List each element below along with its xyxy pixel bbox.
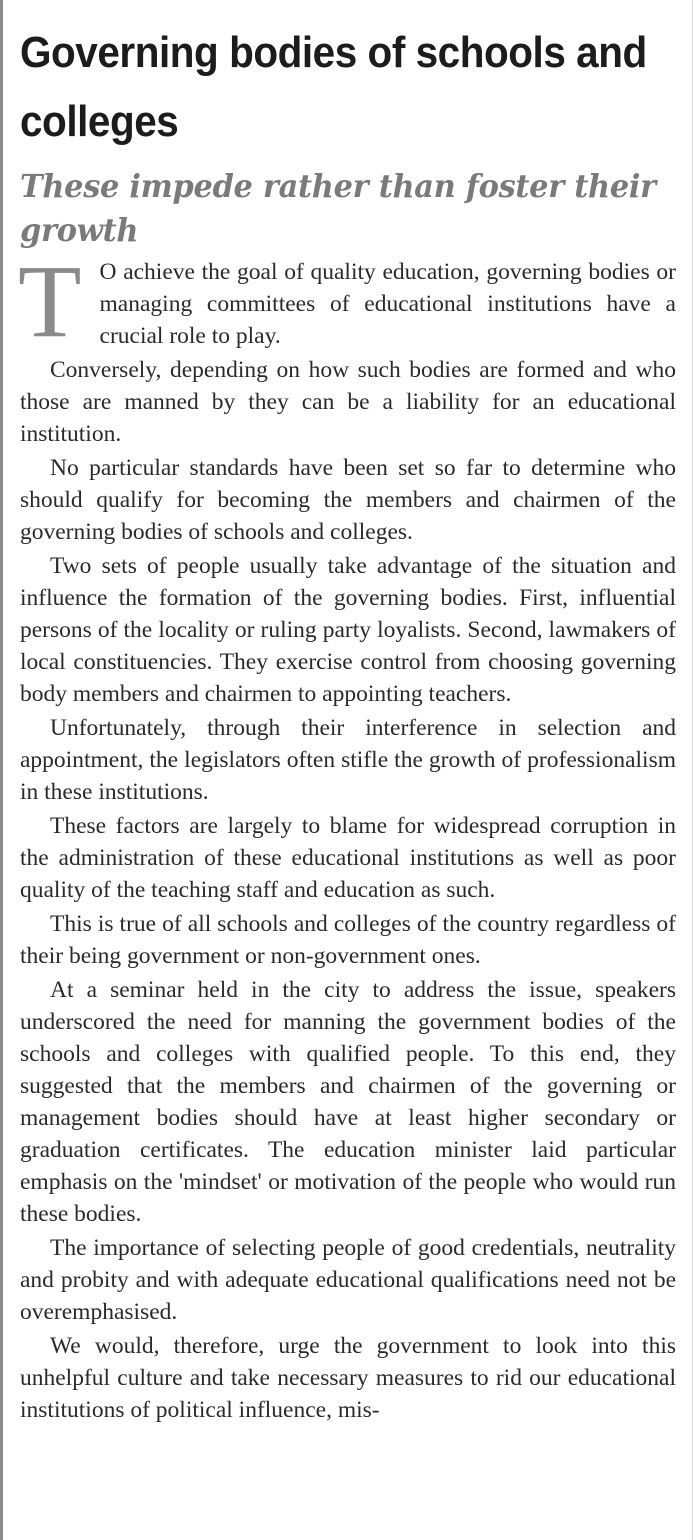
editorial-article (20, 18, 676, 1428)
subheadline: These impede rather than foster their growth (20, 167, 656, 249)
paragraph: At a seminar held in the city to address the issue, speakers underscored the need for manning the government bodies of the schools and colleges with qualified people. To this end, they suggested that the members and chairmen of the governing or management bodies should have at least higher secondary or graduation certificates. The education minister laid particular emphasis on the 'mindset' or motivation of the people who would run these bodies. (20, 977, 676, 1227)
first-paragraph (18, 244, 676, 359)
drop-cap: T (18, 244, 82, 359)
paragraph: This is true of all schools and colleges of the country regardless of their being government or non-government ones. (20, 911, 676, 969)
paragraph: No particular standards have been set so far to determine who should qualify for becoming the members and chairmen of the governing bodies of schools and colleges. (20, 455, 676, 545)
paragraph: These factors are largely to blame for widespread corruption in the administration of these educational institutions as well as poor quality of the teaching staff and education as such. (20, 813, 676, 903)
first-paragraph-text: O achieve the goal of quality education, governing bodies or managing committees of educational institutions have a crucial role to play. (99, 259, 676, 349)
headline: Governing bodies of schools and colleges (20, 28, 647, 146)
article-body (18, 244, 676, 1426)
paragraph: Unfortunately, through their interference in selection and appointment, the legislators often stifle the growth of professionalism in these institutions. (20, 715, 676, 805)
column-left-rule (0, 0, 3, 1540)
paragraph: Conversely, depending on how such bodies are formed and who those are manned by they can be a liability for an educational institution. (20, 357, 676, 447)
paragraph: Two sets of people usually take advantage of the situation and influence the formation of the governing bodies. First, influential persons of the locality or ruling party loyalists. Second, lawmakers of local constituencies. They exercise control from choosing governing body members and chairmen to appointing teachers. (20, 553, 676, 707)
paragraph: We would, therefore, urge the government to look into this unhelpful culture and take necessary measures to rid our educational institutions of political influence, mis- (20, 1333, 676, 1423)
paragraph: The importance of selecting people of good credentials, neutrality and probity and with adequate educational qualifications need not be overemphasised. (20, 1235, 676, 1325)
